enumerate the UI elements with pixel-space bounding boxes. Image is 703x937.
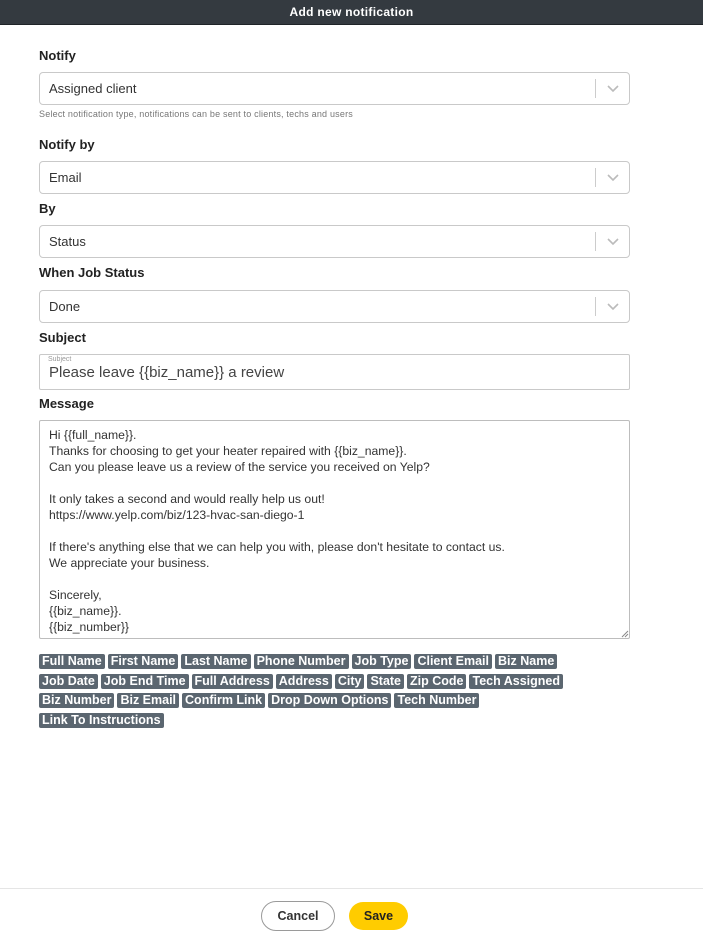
tag-row — [39, 654, 639, 674]
placeholder-tag[interactable]: Job End Time — [101, 674, 189, 689]
modal-footer — [0, 888, 703, 937]
chevron-down-icon[interactable] — [596, 73, 629, 104]
by-select[interactable] — [39, 225, 630, 258]
placeholder-tag[interactable]: Confirm Link — [182, 693, 265, 708]
modal-title: Add new notification — [289, 5, 414, 19]
notify-select-value: Assigned client — [49, 81, 137, 96]
placeholder-tag[interactable]: Link To Instructions — [39, 713, 164, 728]
placeholder-tag[interactable]: Biz Number — [39, 693, 114, 708]
placeholder-tag[interactable]: Client Email — [414, 654, 492, 669]
when-job-status-select[interactable] — [39, 290, 630, 323]
placeholder-tag[interactable]: First Name — [108, 654, 179, 669]
placeholder-tag[interactable]: Zip Code — [407, 674, 466, 689]
chevron-down-icon[interactable] — [596, 226, 629, 257]
by-label: By — [39, 201, 56, 216]
modal-header — [0, 0, 703, 25]
placeholder-tag[interactable]: Drop Down Options — [268, 693, 391, 708]
placeholder-tag[interactable]: Tech Assigned — [469, 674, 563, 689]
placeholder-tag[interactable]: Phone Number — [254, 654, 349, 669]
notify-by-select[interactable] — [39, 161, 630, 194]
when-job-status-select-value: Done — [49, 299, 81, 314]
placeholder-tag[interactable]: Tech Number — [394, 693, 479, 708]
notify-hint: Select notification type, notifications can be sent to clients, techs and users — [39, 109, 353, 119]
placeholder-tag[interactable]: Full Name — [39, 654, 105, 669]
when-job-status-label: When Job Status — [39, 265, 145, 280]
resize-handle-icon[interactable] — [619, 628, 629, 638]
placeholder-tag[interactable]: Biz Email — [117, 693, 179, 708]
placeholder-tag[interactable]: Last Name — [181, 654, 250, 669]
subject-input-value: Please leave {{biz_name}} a review — [49, 364, 285, 381]
notify-by-select-value: Email — [49, 170, 82, 185]
subject-floating-label: Subject — [48, 356, 72, 363]
placeholder-tag[interactable]: Full Address — [192, 674, 273, 689]
message-label: Message — [39, 396, 94, 411]
subject-input[interactable] — [39, 354, 630, 390]
message-textarea[interactable]: Hi {{full_name}}. Thanks for choosing to get your heater repaired with {{biz_name}}. Can you please leave us a review of the service you received on Yelp? It only takes a second and would really help us out! https://www.yelp.com/biz/123-hvac-san-diego-1 If there's anything else that we can help you with, please don't hesitate to contact us. We appreciate your business. Sincerely, {{biz_name}}. {{biz_number}} — [39, 420, 630, 639]
tag-row — [39, 713, 639, 733]
by-select-value: Status — [49, 234, 86, 249]
notify-label: Notify — [39, 48, 76, 63]
chevron-down-icon[interactable] — [596, 162, 629, 193]
notify-by-label: Notify by — [39, 137, 95, 152]
notify-select[interactable] — [39, 72, 630, 105]
tag-row — [39, 693, 639, 713]
placeholder-tags — [39, 654, 639, 732]
tag-row — [39, 674, 639, 694]
subject-label: Subject — [39, 330, 86, 345]
save-button[interactable]: Save — [349, 902, 408, 930]
cancel-button[interactable]: Cancel — [261, 901, 335, 931]
placeholder-tag[interactable]: City — [335, 674, 365, 689]
placeholder-tag[interactable]: Job Type — [352, 654, 412, 669]
placeholder-tag[interactable]: State — [367, 674, 404, 689]
placeholder-tag[interactable]: Job Date — [39, 674, 98, 689]
chevron-down-icon[interactable] — [596, 291, 629, 322]
placeholder-tag[interactable]: Address — [276, 674, 332, 689]
placeholder-tag[interactable]: Biz Name — [495, 654, 557, 669]
